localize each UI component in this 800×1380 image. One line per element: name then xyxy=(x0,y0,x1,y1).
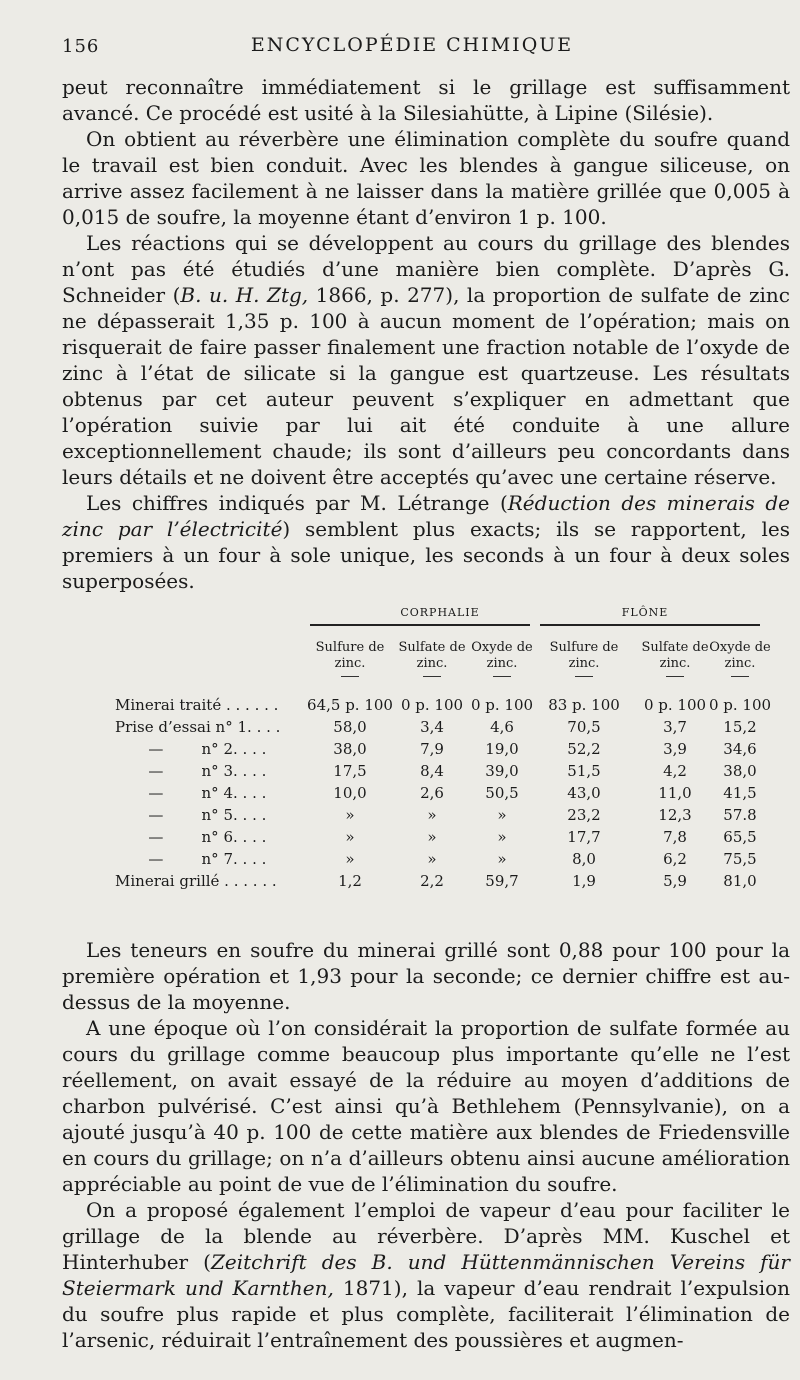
table-cell: 2,2 xyxy=(420,872,444,890)
table-cell: 10,0 xyxy=(333,784,367,802)
column-dash xyxy=(423,676,441,677)
table-row xyxy=(115,828,775,850)
table-cell: 34,6 xyxy=(723,740,757,758)
citation-title: Réduction des minerais de zinc par l’électricité xyxy=(62,491,790,541)
table-row xyxy=(115,806,775,828)
table-row xyxy=(115,696,775,718)
paragraph-text: Les chiffres indiqués par M. Létrange ( xyxy=(86,491,508,515)
table-cell: 57.8 xyxy=(723,806,757,824)
row-label: — n° 5. . . . xyxy=(115,806,267,824)
paragraph-text: 1871), la vapeur d’eau rendrait l’expulsion du soufre plus rapide et plus complète, faciliterait l’élimination de l’arsenic, réduirait l’entraînement des poussières et augmen- xyxy=(62,1276,791,1352)
paragraph xyxy=(62,1197,790,1353)
column-dash xyxy=(493,676,511,677)
group-header-corphalie: CORPHALIE xyxy=(400,606,480,619)
table-row xyxy=(115,740,775,762)
table-cell: 0 p. 100 xyxy=(708,696,772,714)
row-label: Minerai grillé . . . . . . xyxy=(115,872,277,890)
group-rule xyxy=(540,624,760,626)
table-cell: 12,3 xyxy=(658,806,692,824)
table-cell: 4,6 xyxy=(490,718,514,736)
column-dash xyxy=(341,676,359,677)
table-row xyxy=(115,718,775,740)
table-cell: 52,2 xyxy=(567,740,601,758)
column-header: Sulfate de zinc. xyxy=(641,640,709,671)
table-cell: 59,7 xyxy=(485,872,519,890)
table-cell: » xyxy=(497,850,507,868)
page-number: 156 xyxy=(62,36,100,57)
table-cell: » xyxy=(427,806,437,824)
paragraph xyxy=(62,230,790,490)
citation-title: Zeitchrift des B. und Hüttenmännischen Vereins für Steiermark und Karnthen, xyxy=(62,1250,790,1300)
table-cell: 23,2 xyxy=(567,806,601,824)
table-cell: 64,5 p. 100 xyxy=(307,696,393,714)
group-header-flone: FLÔNE xyxy=(621,606,669,619)
table-cell: 0 p. 100 xyxy=(470,696,534,714)
table-row xyxy=(115,762,775,784)
table-cell: » xyxy=(345,806,355,824)
row-label: Minerai traité . . . . . . xyxy=(115,696,279,714)
table-cell: 2,6 xyxy=(420,784,444,802)
paragraph: A une époque où l’on considérait la proportion de sulfate formée au cours du grillage comme beaucoup plus importante qu’elle ne l’est réellement, on avait essayé de la réduire au moyen d’additions de charbon pulvérisé. C’est ainsi qu’à Bethlehem (Pennsylvanie), on a ajouté jusqu’à 40 p. 100 de cette matière aux blendes de Friedensville en cours du grillage; on n’a d’ailleurs obtenu ainsi aucune amélioration appréciable au point de vue de l’élimination du soufre. xyxy=(62,1016,790,1196)
table-cell: 43,0 xyxy=(567,784,601,802)
table-cell: 50,5 xyxy=(485,784,519,802)
table-cell: 65,5 xyxy=(723,828,757,846)
paragraph-text: Les réactions qui se développent au cours du grillage des blendes n’ont pas été étudiés d’une manière bien complète. D’après G. Schneider ( xyxy=(62,231,790,307)
column-dash xyxy=(666,676,684,677)
table-cell: 70,5 xyxy=(567,718,601,736)
table-cell: 3,9 xyxy=(663,740,687,758)
table-row xyxy=(115,850,775,872)
row-label: Prise d’essai n° 1. . . . xyxy=(115,718,281,736)
table-cell: » xyxy=(497,828,507,846)
table-cell: 51,5 xyxy=(567,762,601,780)
paragraph-text: On a proposé également l’emploi de vapeur d’eau pour faciliter le grillage de la blende au réverbère. D’après MM. Kuschel et Hinterhuber ( xyxy=(62,1198,790,1274)
table-cell: 83 p. 100 xyxy=(548,696,620,714)
table-cell: 58,0 xyxy=(333,718,367,736)
paragraph xyxy=(62,490,790,594)
column-header: Oxyde de zinc. xyxy=(709,640,771,671)
table-cell: » xyxy=(427,850,437,868)
table-cell: 19,0 xyxy=(485,740,519,758)
paragraph: peut reconnaître immédiatement si le grillage est suffisamment avancé. Ce procédé est usité à la Silesiahütte, à Lipine (Silésie). xyxy=(62,75,790,125)
row-label: — n° 3. . . . xyxy=(115,762,267,780)
table-cell: 11,0 xyxy=(658,784,692,802)
table-row xyxy=(115,872,775,894)
table-cell: 0 p. 100 xyxy=(643,696,707,714)
table-cell: 75,5 xyxy=(723,850,757,868)
table-cell: » xyxy=(345,850,355,868)
row-label: — n° 7. . . . xyxy=(115,850,267,868)
table-cell: 3,4 xyxy=(420,718,444,736)
column-header: Sulfate de zinc. xyxy=(398,640,466,671)
table-cell: 81,0 xyxy=(723,872,757,890)
table-cell: 38,0 xyxy=(723,762,757,780)
paragraph: Les teneurs en soufre du minerai grillé sont 0,88 pour 100 pour la première opération et 1,93 pour la seconde; ce dernier chiffre est au-dessus de la moyenne. xyxy=(62,938,790,1014)
row-label: — n° 4. . . . xyxy=(115,784,267,802)
table-cell: 38,0 xyxy=(333,740,367,758)
column-dash xyxy=(731,676,749,677)
table-cell: » xyxy=(497,806,507,824)
table-cell: 7,8 xyxy=(663,828,687,846)
table-cell: 0 p. 100 xyxy=(400,696,464,714)
table-cell: 8,4 xyxy=(420,762,444,780)
text-block-bottom xyxy=(62,937,790,1353)
column-header: Sulfure de zinc. xyxy=(549,640,619,671)
table-cell: 8,0 xyxy=(572,850,596,868)
table-cell: » xyxy=(345,828,355,846)
column-dash xyxy=(575,676,593,677)
page-header xyxy=(62,30,762,60)
table-cell: 1,2 xyxy=(338,872,362,890)
table-cell: 1,9 xyxy=(572,872,596,890)
table-cell: 15,2 xyxy=(723,718,757,736)
paragraph: On obtient au réverbère une élimination complète du soufre quand le travail est bien conduit. Avec les blendes à gangue siliceuse, on arrive assez facilement à ne laisser dans la matière grillée que 0,005 à 0,015 de soufre, la moyenne étant d’environ 1 p. 100. xyxy=(62,127,790,229)
table-cell: 7,9 xyxy=(420,740,444,758)
table-cell: 3,7 xyxy=(663,718,687,736)
table-cell: 5,9 xyxy=(663,872,687,890)
table-row xyxy=(115,784,775,806)
text-block-top xyxy=(62,74,790,594)
table-cell: 17,7 xyxy=(567,828,601,846)
column-header: Oxyde de zinc. xyxy=(471,640,533,671)
table-cell: 41,5 xyxy=(723,784,757,802)
citation-title: B. u. H. Ztg, xyxy=(180,283,309,307)
group-rule xyxy=(310,624,530,626)
running-title: ENCYCLOPÉDIE CHIMIQUE xyxy=(250,34,574,56)
table-cell: 4,2 xyxy=(663,762,687,780)
row-label: — n° 2. . . . xyxy=(115,740,267,758)
column-header: Sulfure de zinc. xyxy=(315,640,385,671)
table-cell: 17,5 xyxy=(333,762,367,780)
row-label: — n° 6. . . . xyxy=(115,828,267,846)
table-cell: 6,2 xyxy=(663,850,687,868)
table-cell: 39,0 xyxy=(485,762,519,780)
table-cell: » xyxy=(427,828,437,846)
paragraph-text: ) semblent plus exacts; ils se rapportent, les premiers à un four à sole unique, les seconds à un four à deux soles superposées. xyxy=(62,517,790,593)
paragraph-text: 1866, p. 277), la proportion de sulfate de zinc ne dépasserait 1,35 p. 100 à aucun moment de l’opération; mais on risquerait de faire passer finalement une fraction notable de l’oxyde de zinc à l’état de silicate si la gangue est quartzeuse. Les résultats obtenus par cet auteur peuvent s’expliquer en admettant que l’opération suivie par lui ait été conduite à une allure exceptionnellement chaude; ils sont d’ailleurs peu concordants dans leurs détails et ne doivent être acceptés qu’avec une certaine réserve. xyxy=(62,283,790,489)
